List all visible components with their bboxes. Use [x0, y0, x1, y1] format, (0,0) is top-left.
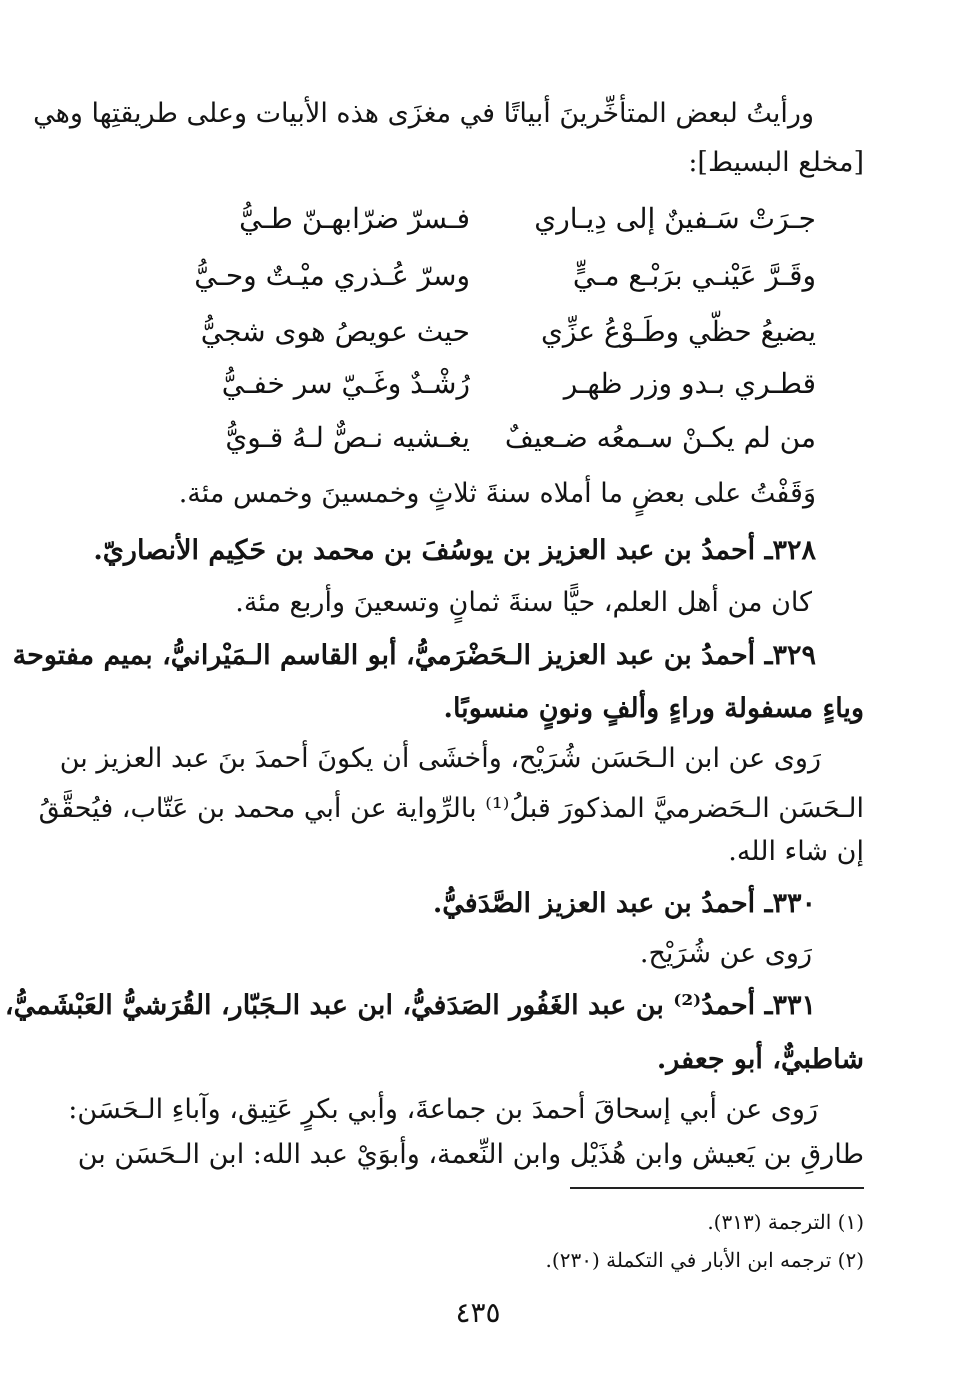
verse-hemistich: حيث عويصُ هوى شجيُّ	[200, 315, 470, 348]
verse-hemistich: يغـشيه نـصٌّ لـهُ قـويُّ	[225, 421, 470, 454]
entry-text: رَوى عن شُرَيْح.	[639, 938, 812, 969]
entry-heading: ٣٢٨ـ أحمدُ بن عبد العزيز بن يوسُفَ بن محمد بن حَكِيم الأنصاريّ.	[93, 535, 816, 566]
entry-heading: ٣٢٩ـ أحمدُ بن عبد العزيز الـحَضْرَميُّ، أبو القاسم الـمَيْرانيُّ، بميم مفتوحة	[12, 640, 816, 671]
footnote: (٢) ترجمه ابن الأبار في التكملة (٢٣٠).	[545, 1248, 864, 1272]
text-line: وَقَفْتُ على بعضٍ ما أملاه سنةَ ثلاثٍ وخمسينَ وخمس مئة.	[178, 478, 816, 509]
verse-hemistich: من لم يكـنْ سـمعُه ضـعيفٌ	[504, 421, 816, 454]
entry-text: إن شاء الله.	[728, 836, 864, 867]
verse-hemistich: قطـري بـدو وزر ظهـر	[563, 367, 816, 400]
verse-hemistich: جـرَتْ سَـفينٌ إلى دِيـاري	[534, 202, 816, 235]
entry-heading: وياءٍ مسفولة وراءٍ وألفٍ ونونٍ منسوبًا.	[443, 693, 864, 724]
verse-hemistich: وسرّ عُـذري ميْـتٌ وحـيُّ	[194, 259, 470, 292]
verse-hemistich: وقَـرَّ عَيْنـي برَبْـع مـيٍّ	[572, 259, 816, 292]
entry-heading: شاطبيٌّ، أبو جعفر.	[656, 1044, 864, 1075]
entry-text: رَوى عن أبي إسحاقَ أحمدَ بن جماعةَ، وأبي بكرٍ عَتِيق، وآباءِ الـحَسَن:	[68, 1094, 818, 1125]
entry-text: الـحَسَن الـحَضرميَّ المذكورَ قبلُ⁽¹⁾ بالرِّواية عن أبي محمد بن عَتّاب، فيُحقَّقُ	[38, 793, 864, 824]
entry-text: كان من أهل العلم، حيًّا سنةَ ثمانٍ وتسعينَ وأربع مئة.	[235, 587, 812, 618]
entry-text: رَوى عن ابن الـحَسَن شُرَيْح، وأخشَى أن يكونَ أحمدَ بنَ عبد العزيز بن	[59, 743, 821, 774]
verse-hemistich: يضيعُ حظّي وطَـوْعُ عزِّي	[541, 315, 816, 348]
text-line: ورأيتُ لبعض المتأخِّرينَ أبياتًا في مغزَى هذه الأبيات وعلى طريقتِها وهي	[33, 98, 814, 129]
entry-text: طارقِ بن يَعيش وابن هُذَيْل وابن النِّعمة، وأبوَيْ عبد الله: ابن الـحَسَن بن	[77, 1139, 864, 1170]
footnote-separator	[570, 1187, 864, 1189]
entry-heading: ٣٣٠ـ أحمدُ بن عبد العزيز الصَّدَفيُّ.	[432, 888, 816, 919]
verse-hemistich: رُشْـدٌ وغَـيّ سر خفـيُّ	[221, 367, 470, 400]
text-line: [مخلع البسيط]:	[688, 147, 864, 178]
entry-heading: ٣٣١ـ أحمدُ⁽²⁾ بن عبد الغَفُور الصَدَفيُّ، ابن عبد الـجَبّار، القُرَشيُّ العَبْشَميُّ،	[4, 990, 816, 1021]
verse-hemistich: فـسرّ ضرّابهـنّ طـيُّ	[239, 202, 470, 235]
page-number: ٤٣٥	[455, 1296, 501, 1329]
footnote: (١) الترجمة (٣١٣).	[707, 1210, 864, 1234]
